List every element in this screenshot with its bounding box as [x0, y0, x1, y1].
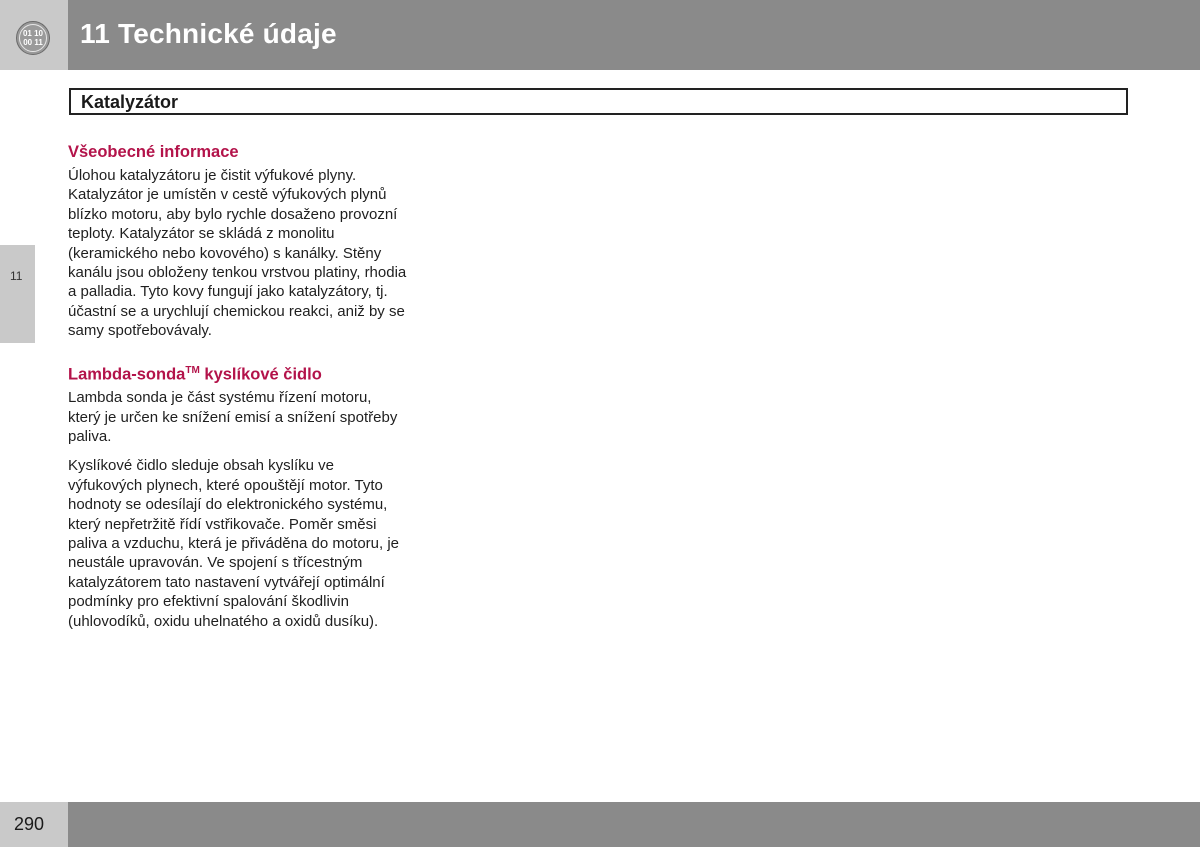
- subheading-general-info: Všeobecné informace: [68, 143, 239, 161]
- chapter-header-bar: [68, 0, 1200, 70]
- section-title-box: [69, 88, 1128, 115]
- paragraph-lambda-2: Kyslíkové čidlo sleduje obsah kyslíku ve výfukových plynech, které opouštějí motor. Tyto hodnoty se odesílají do elektronického systému, který nepřetržitě řídí vstřikovače. Poměr směsi paliva a vzduchu, která je přiváděna do motoru, je neustále upravován. Ve spojení s třícestným katalyzátorem tato nastavení vytvářejí optimální podmínky pro efektivní spalování škodlivin (uhlovodíků, oxidu uhelnatého a oxidů dusíku).: [68, 457, 400, 630]
- chapter-icon-top-text: 01 10: [22, 29, 44, 38]
- footer-bar: [68, 802, 1200, 847]
- subheading-lambda-rest: kyslíkové čidlo: [199, 365, 322, 384]
- subheading-lambda-main: Lambda-sonda: [68, 365, 186, 384]
- chapter-badge-icon: [16, 21, 50, 55]
- chapter-icon-bottom-text: 00 11: [23, 38, 43, 47]
- header-left-block: [0, 0, 68, 70]
- chapter-title: 11 Technické údaje: [80, 18, 337, 49]
- subheading-lambda-sensor: [68, 365, 408, 385]
- footer-page-block: [0, 802, 68, 847]
- paragraph-lambda-1: Lambda sonda je část systému řízení motoru, který je určen ke snížení emisí a snížení spotřeby paliva.: [68, 389, 398, 445]
- section-title: Katalyzátor: [81, 92, 179, 112]
- page-number: 290: [14, 814, 45, 834]
- main-content-column: [68, 143, 408, 631]
- paragraph-general-info: Úlohou katalyzátoru je čistit výfukové plyny. Katalyzátor je umístěn v cestě výfukových plynů blízko motoru, aby bylo rychle dosaženo provozní teploty. Katalyzátor se skládá z monolitu (keramického nebo kovového) s kanálky. Stěny kanálu jsou obloženy tenkou vrstvou platiny, rhodia a palladia. Tyto kovy fungují jako katalyzátory, tj. účastní se a urychlují chemickou reakci, aniž by se samy spotřebovávaly.: [68, 167, 407, 340]
- side-tab-label: 11: [10, 269, 23, 283]
- chapter-side-tab: [0, 245, 35, 343]
- trademark-sup: TM: [185, 364, 200, 376]
